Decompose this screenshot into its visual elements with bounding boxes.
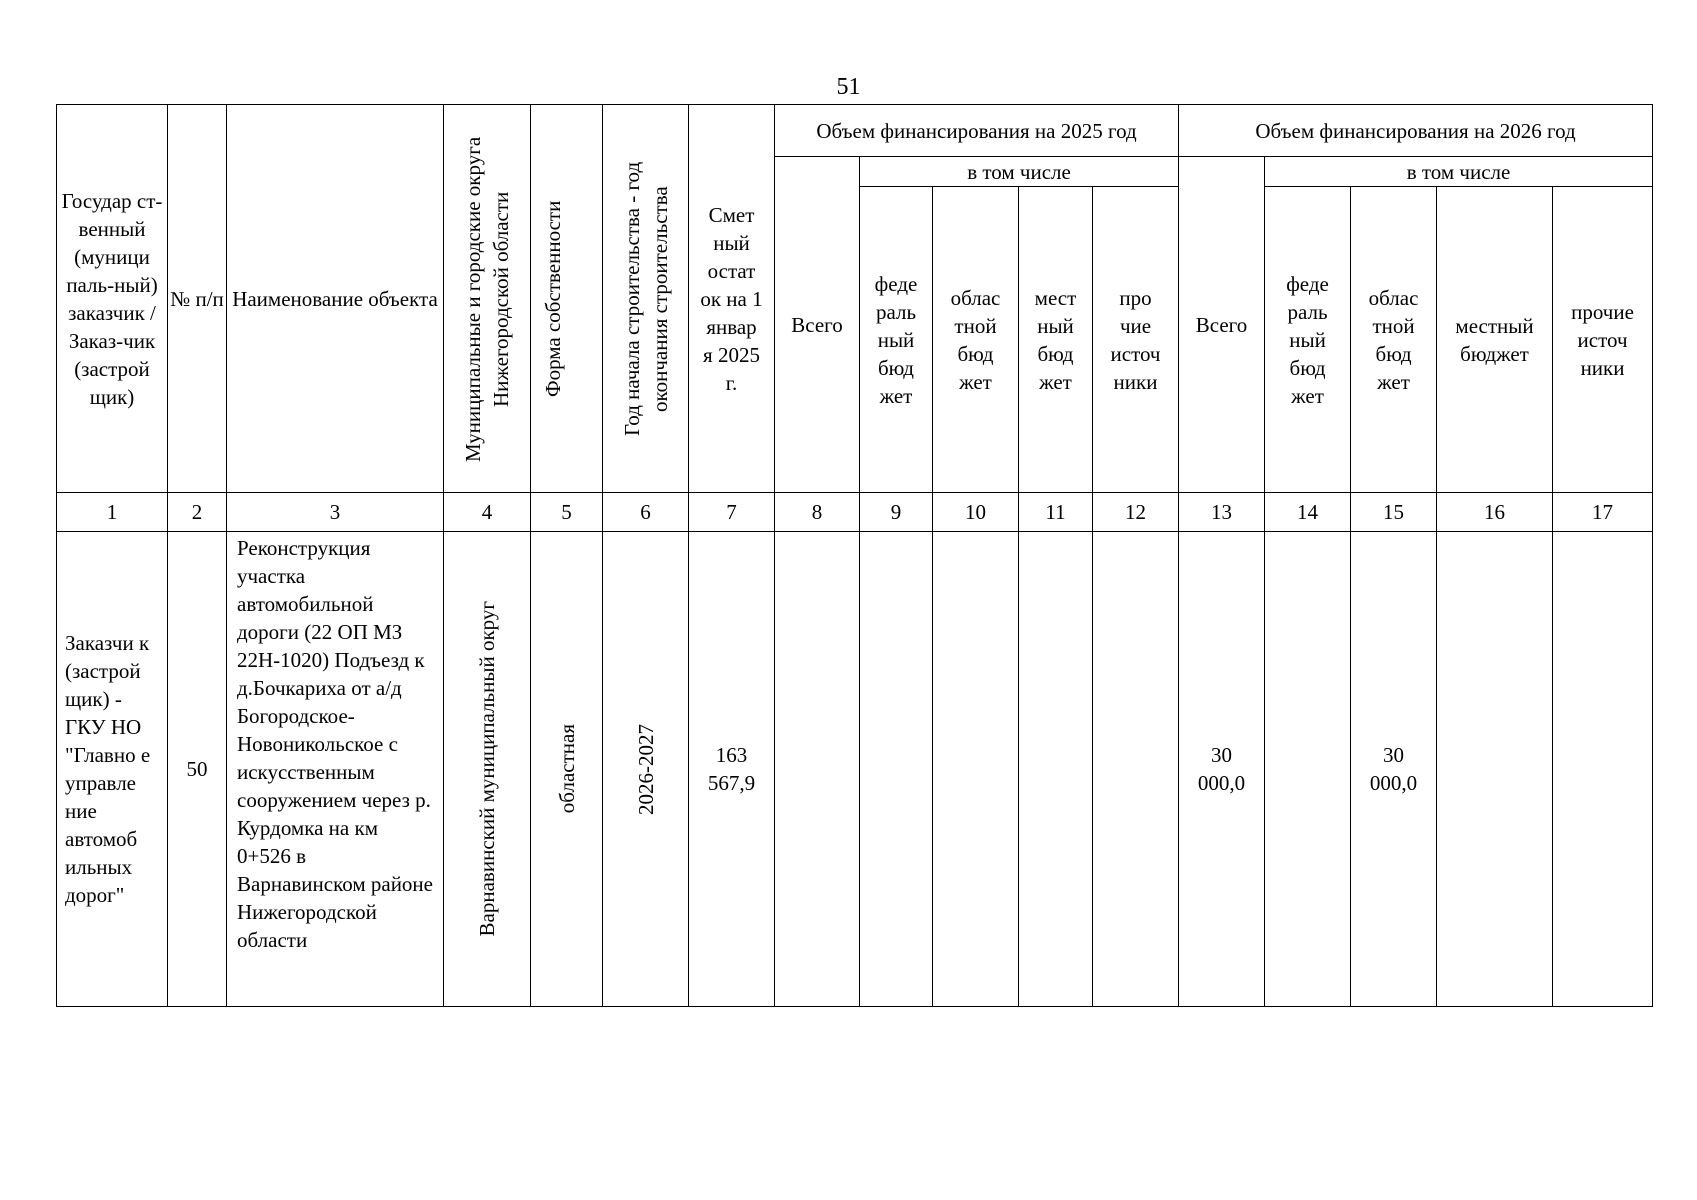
column-number: 4 <box>444 493 531 532</box>
page-number: 51 <box>836 74 861 100</box>
header-row-1 <box>57 105 1653 157</box>
column-number: 2 <box>168 493 227 532</box>
column-number: 7 <box>689 493 775 532</box>
cell-regional-2026: 30 000,0 <box>1351 532 1437 1007</box>
header-regional-2026: облас тной бюд жет <box>1351 187 1437 493</box>
cell-estimated-balance: 163 567,9 <box>689 532 775 1007</box>
cell-other-2025 <box>1093 532 1179 1007</box>
column-number: 10 <box>933 493 1019 532</box>
header-local-2025: мест ный бюд жет <box>1019 187 1093 493</box>
cell-district <box>444 532 531 1007</box>
cell-federal-2026 <box>1265 532 1351 1007</box>
header-funding-2026: Объем финансирования на 2026 год <box>1179 105 1653 157</box>
header-funding-2025: Объем финансирования на 2025 год <box>775 105 1179 157</box>
header-municipal-districts-text: Муниципальные и городские округа Нижегородской области <box>461 135 513 462</box>
header-regional-2025: облас тной бюд жет <box>933 187 1019 493</box>
cell-district-text: Варнавинский муниципальный округ <box>475 601 499 937</box>
header-other-2025: про чие источ ники <box>1093 187 1179 493</box>
column-number: 17 <box>1553 493 1653 532</box>
header-municipal-districts <box>444 105 531 493</box>
column-number: 13 <box>1179 493 1265 532</box>
header-including-2026: в том числе <box>1265 157 1653 187</box>
column-number: 5 <box>531 493 603 532</box>
column-numbers-row <box>57 493 1653 532</box>
cell-federal-2025 <box>860 532 933 1007</box>
header-years-text: Год начала строительства - год окончания строительства <box>619 161 672 436</box>
column-number: 8 <box>775 493 860 532</box>
cell-total-2026: 30 000,0 <box>1179 532 1265 1007</box>
cell-local-2025 <box>1019 532 1093 1007</box>
column-number: 11 <box>1019 493 1093 532</box>
cell-local-2026 <box>1437 532 1553 1007</box>
header-federal-2025: феде раль ный бюд жет <box>860 187 933 493</box>
column-number: 1 <box>57 493 168 532</box>
cell-ownership-text: областная <box>554 724 579 814</box>
header-total-2026: Всего <box>1179 157 1265 493</box>
header-ownership-form <box>531 105 603 493</box>
table-row <box>57 532 1653 1007</box>
column-number: 15 <box>1351 493 1437 532</box>
column-number: 12 <box>1093 493 1179 532</box>
header-customer: Государ ст-венный (муници паль-ный) заказчик / Заказ-чик (застрой щик) <box>57 105 168 493</box>
column-number: 6 <box>603 493 689 532</box>
header-total-2025: Всего <box>775 157 860 493</box>
cell-object-name: Реконструкция участка автомобильной дороги (22 ОП МЗ 22Н-1020) Подъезд к д.Бочкариха от а/д Богородское-Новоникольское с искусственным сооружением через р. Курдомка на км 0+526 в Варнавинском районе Нижегородской области <box>227 532 444 1007</box>
header-local-2026: местный бюджет <box>1437 187 1553 493</box>
construction-funding-table <box>56 104 1653 1007</box>
header-ownership-form-text: Форма собственности <box>540 200 565 397</box>
header-years <box>603 105 689 493</box>
header-num: № п/п <box>168 105 227 493</box>
header-other-2026: прочие источ ники <box>1553 187 1653 493</box>
column-number: 16 <box>1437 493 1553 532</box>
header-federal-2026: феде раль ный бюд жет <box>1265 187 1351 493</box>
cell-years-text: 2026-2027 <box>633 723 658 815</box>
cell-years <box>603 532 689 1007</box>
cell-total-2025 <box>775 532 860 1007</box>
header-object-name: Наименование объекта <box>227 105 444 493</box>
cell-customer: Заказчи к (застрой щик) - ГКУ НО "Главно е управле ние автомоб ильных дорог" <box>57 532 168 1007</box>
cell-ownership <box>531 532 603 1007</box>
cell-num: 50 <box>168 532 227 1007</box>
cell-other-2026 <box>1553 532 1653 1007</box>
header-estimated-balance: Смет ный остат ок на 1 январ я 2025 г. <box>689 105 775 493</box>
column-number: 3 <box>227 493 444 532</box>
cell-regional-2025 <box>933 532 1019 1007</box>
column-number: 14 <box>1265 493 1351 532</box>
header-including-2025: в том числе <box>860 157 1179 187</box>
column-number: 9 <box>860 493 933 532</box>
